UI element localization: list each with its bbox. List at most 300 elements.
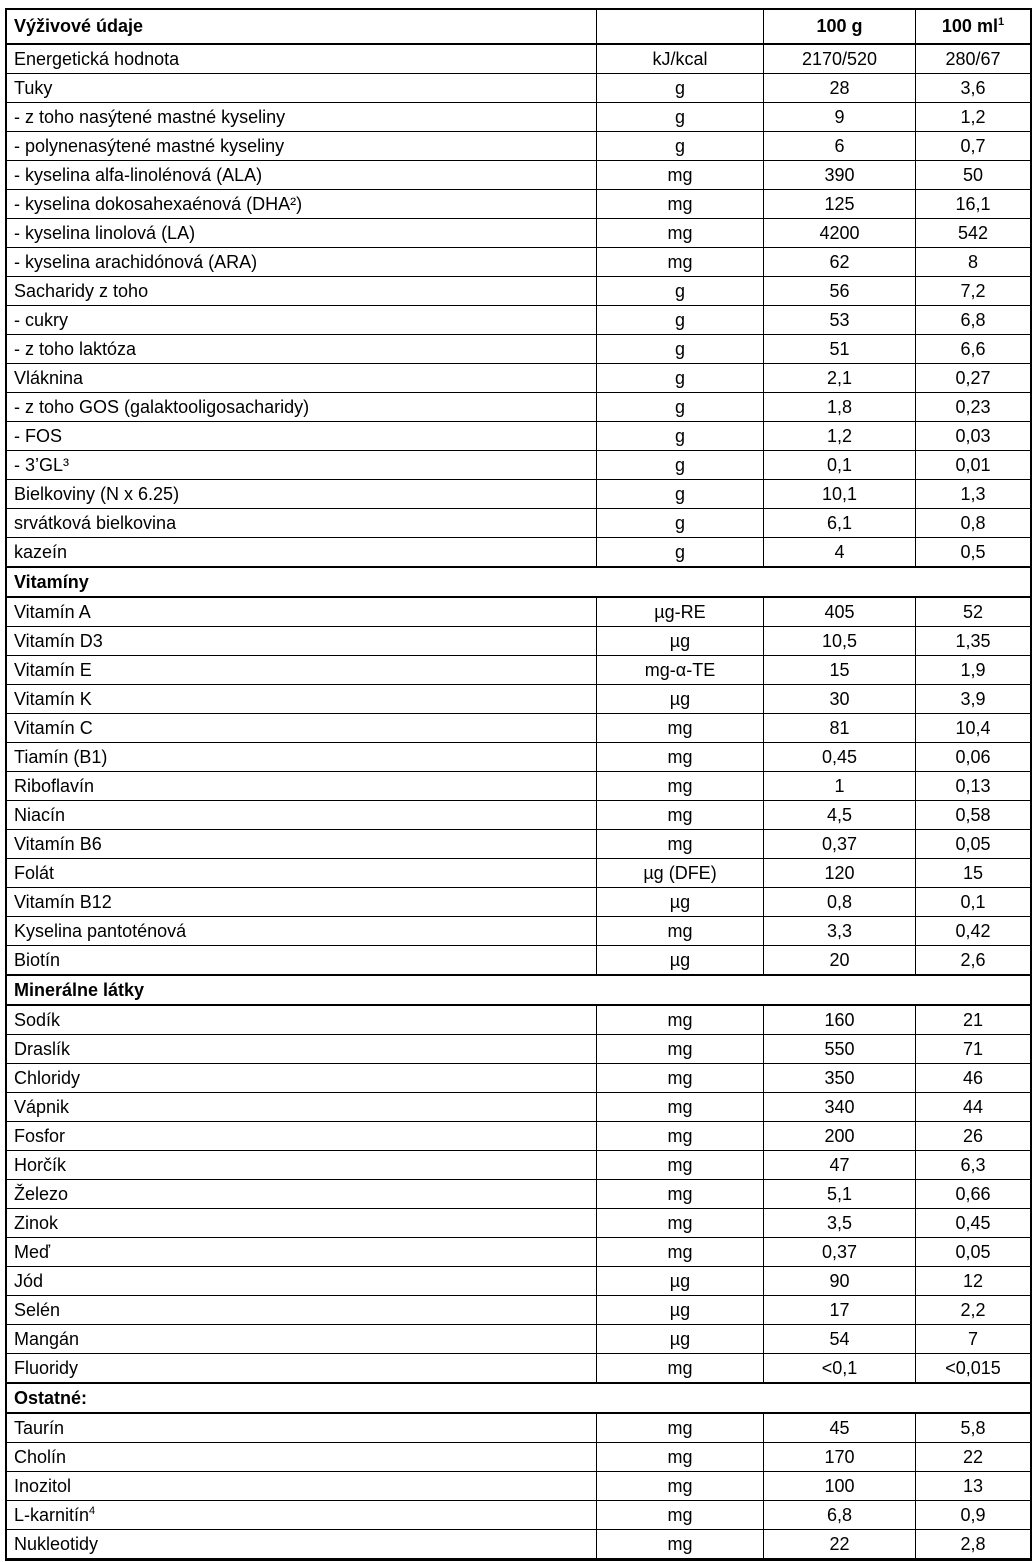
nutrient-unit: g (597, 335, 764, 364)
table-row (6, 888, 1031, 917)
value-per-100ml: 50 (916, 161, 1031, 190)
nutrient-name-text: Kyselina pantoténová (14, 921, 187, 941)
value-per-100g: 350 (764, 1064, 916, 1093)
table-row (6, 1209, 1031, 1238)
nutrient-name (6, 248, 597, 277)
nutrient-unit: mg (597, 1530, 764, 1559)
table-row (6, 451, 1031, 480)
nutrient-name (6, 306, 597, 335)
value-per-100ml: 0,5 (916, 538, 1031, 568)
value-per-100ml: <0,015 (916, 1354, 1031, 1384)
value-per-100ml: 0,13 (916, 772, 1031, 801)
table-row (6, 714, 1031, 743)
value-per-100ml: 2,2 (916, 1296, 1031, 1325)
value-per-100g: 10,5 (764, 627, 916, 656)
section-row (6, 975, 1031, 1005)
section-heading: Minerálne látky (6, 975, 1031, 1005)
value-per-100ml: 0,58 (916, 801, 1031, 830)
value-per-100g: 10,1 (764, 480, 916, 509)
value-per-100g: 28 (764, 74, 916, 103)
value-per-100g: 62 (764, 248, 916, 277)
nutrient-name (6, 422, 597, 451)
nutrient-name (6, 888, 597, 917)
value-per-100ml: 52 (916, 597, 1031, 627)
nutrient-unit: g (597, 74, 764, 103)
nutrient-unit: mg (597, 1354, 764, 1384)
nutrient-name (6, 597, 597, 627)
nutrient-name (6, 1035, 597, 1064)
nutrient-name (6, 1413, 597, 1443)
nutrient-name (6, 685, 597, 714)
value-per-100g: 45 (764, 1413, 916, 1443)
header-nutrient: Výživové údaje (6, 9, 597, 45)
table-row (6, 306, 1031, 335)
nutrient-name-text: Energetická hodnota (14, 49, 180, 69)
table-row (6, 772, 1031, 801)
value-per-100g: 53 (764, 306, 916, 335)
value-per-100ml: 16,1 (916, 190, 1031, 219)
value-per-100g: 0,45 (764, 743, 916, 772)
value-per-100g: 4200 (764, 219, 916, 248)
table-row (6, 1325, 1031, 1354)
value-per-100ml: 8 (916, 248, 1031, 277)
value-per-100ml: 0,27 (916, 364, 1031, 393)
nutrient-name-text: Vitamín D3 (14, 631, 103, 651)
value-per-100g: 390 (764, 161, 916, 190)
nutrient-name-text: Vláknina (14, 368, 84, 388)
value-per-100g: 4,5 (764, 801, 916, 830)
nutrient-unit: µg-RE (597, 597, 764, 627)
nutrient-unit: mg (597, 1151, 764, 1180)
nutrient-unit: mg (597, 1443, 764, 1472)
nutrient-unit: mg (597, 917, 764, 946)
nutrient-name (6, 1122, 597, 1151)
value-per-100ml: 7 (916, 1325, 1031, 1354)
nutrient-name-text: Inozitol (14, 1476, 72, 1496)
table-row (6, 74, 1031, 103)
nutrient-unit: mg (597, 161, 764, 190)
value-per-100g: 2170/520 (764, 44, 916, 74)
table-row (6, 480, 1031, 509)
nutrient-unit: g (597, 306, 764, 335)
nutrient-name (6, 1180, 597, 1209)
nutrient-name (6, 859, 597, 888)
value-per-100g: 170 (764, 1443, 916, 1472)
table-row (6, 1151, 1031, 1180)
nutrient-unit: g (597, 132, 764, 161)
nutrient-unit: mg (597, 1413, 764, 1443)
value-per-100g: 54 (764, 1325, 916, 1354)
nutrient-unit: g (597, 480, 764, 509)
nutrient-name (6, 538, 597, 568)
table-row (6, 830, 1031, 859)
table-row (6, 538, 1031, 568)
value-per-100ml: 12 (916, 1267, 1031, 1296)
nutrient-name (6, 917, 597, 946)
nutrient-unit: µg (597, 1267, 764, 1296)
table-row (6, 685, 1031, 714)
nutrient-name (6, 1296, 597, 1325)
value-per-100ml: 6,8 (916, 306, 1031, 335)
table-row (6, 1530, 1031, 1559)
nutrient-name-text: Biotín (14, 950, 61, 970)
nutrient-name-text: Chloridy (14, 1068, 81, 1088)
nutrient-unit: mg (597, 1064, 764, 1093)
value-per-100ml: 0,66 (916, 1180, 1031, 1209)
nutrient-name (6, 74, 597, 103)
nutrient-unit: g (597, 422, 764, 451)
value-per-100ml: 21 (916, 1005, 1031, 1035)
nutrient-name (6, 132, 597, 161)
header-per-100ml-footnote: 1 (997, 16, 1005, 28)
value-per-100g: 17 (764, 1296, 916, 1325)
nutrient-name (6, 219, 597, 248)
section-heading: Vitamíny (6, 567, 1031, 597)
value-per-100ml: 0,7 (916, 132, 1031, 161)
nutrient-unit: mg (597, 1472, 764, 1501)
value-per-100g: 30 (764, 685, 916, 714)
value-per-100g: 9 (764, 103, 916, 132)
table-row (6, 1122, 1031, 1151)
value-per-100ml: 0,1 (916, 888, 1031, 917)
nutrient-unit: g (597, 509, 764, 538)
nutrient-name (6, 772, 597, 801)
table-row (6, 597, 1031, 627)
nutrient-name-text: - polynenasýtené mastné kyseliny (14, 136, 285, 156)
value-per-100g: 100 (764, 1472, 916, 1501)
table-row (6, 1238, 1031, 1267)
table-row (6, 917, 1031, 946)
nutrient-unit: mg (597, 1180, 764, 1209)
table-row (6, 1443, 1031, 1472)
nutrient-name-text: - cukry (14, 310, 68, 330)
value-per-100ml: 1,3 (916, 480, 1031, 509)
nutrient-unit: kJ/kcal (597, 44, 764, 74)
value-per-100ml: 26 (916, 1122, 1031, 1151)
table-row (6, 1064, 1031, 1093)
nutrient-unit: mg (597, 1122, 764, 1151)
table-body (6, 44, 1031, 1559)
value-per-100ml: 542 (916, 219, 1031, 248)
nutrient-name (6, 161, 597, 190)
nutrient-name (6, 627, 597, 656)
nutrient-name-text: - kyselina dokosahexaénová (DHA²) (14, 194, 303, 214)
nutrient-name-text: Niacín (14, 805, 66, 825)
nutrient-unit: mg (597, 801, 764, 830)
nutrient-name (6, 44, 597, 74)
value-per-100ml: 1,35 (916, 627, 1031, 656)
value-per-100ml: 46 (916, 1064, 1031, 1093)
table-row (6, 743, 1031, 772)
nutrient-name-text: Mangán (14, 1329, 80, 1349)
nutrient-name-text: kazeín (14, 542, 68, 562)
nutrient-name-text: Taurín (14, 1418, 65, 1438)
value-per-100g: 47 (764, 1151, 916, 1180)
nutrient-name (6, 509, 597, 538)
table-row (6, 1035, 1031, 1064)
table-row (6, 132, 1031, 161)
nutrient-name-text: Sodík (14, 1010, 61, 1030)
nutrient-name-text: Tiamín (B1) (14, 747, 108, 767)
table-header-row (6, 9, 1031, 45)
value-per-100ml: 3,9 (916, 685, 1031, 714)
value-per-100g: 3,3 (764, 917, 916, 946)
value-per-100ml: 0,03 (916, 422, 1031, 451)
value-per-100ml: 2,6 (916, 946, 1031, 976)
value-per-100ml: 22 (916, 1443, 1031, 1472)
value-per-100ml: 44 (916, 1093, 1031, 1122)
value-per-100ml: 5,8 (916, 1413, 1031, 1443)
nutrient-name-text: Meď (14, 1242, 51, 1262)
nutrient-unit: g (597, 538, 764, 568)
nutrient-unit: µg (597, 627, 764, 656)
nutrient-name (6, 1238, 597, 1267)
value-per-100g: 2,1 (764, 364, 916, 393)
value-per-100ml: 6,3 (916, 1151, 1031, 1180)
value-per-100g: <0,1 (764, 1354, 916, 1384)
value-per-100g: 90 (764, 1267, 916, 1296)
value-per-100g: 6,1 (764, 509, 916, 538)
nutrient-unit: g (597, 364, 764, 393)
nutrient-name (6, 946, 597, 976)
table-row (6, 509, 1031, 538)
table-row (6, 1354, 1031, 1384)
value-per-100g: 125 (764, 190, 916, 219)
value-per-100ml: 3,6 (916, 74, 1031, 103)
table-row (6, 1180, 1031, 1209)
nutrient-name (6, 1325, 597, 1354)
value-per-100ml: 71 (916, 1035, 1031, 1064)
nutrient-name-text: srvátková bielkovina (14, 513, 177, 533)
nutrient-unit: g (597, 393, 764, 422)
value-per-100g: 0,1 (764, 451, 916, 480)
section-row (6, 1383, 1031, 1413)
nutrient-name-text: Nukleotidy (14, 1534, 99, 1554)
nutrient-unit: mg (597, 219, 764, 248)
value-per-100ml: 0,23 (916, 393, 1031, 422)
nutrient-name-text: - 3’GL³ (14, 455, 70, 475)
value-per-100ml: 0,9 (916, 1501, 1031, 1530)
nutrient-unit: mg (597, 1501, 764, 1530)
value-per-100g: 6,8 (764, 1501, 916, 1530)
value-per-100g: 22 (764, 1530, 916, 1559)
header-per-100ml-label: 100 ml (941, 16, 998, 36)
nutrient-name (6, 830, 597, 859)
value-per-100ml: 280/67 (916, 44, 1031, 74)
nutrient-name (6, 1151, 597, 1180)
value-per-100g: 4 (764, 538, 916, 568)
table-row (6, 422, 1031, 451)
nutrient-unit: mg (597, 1209, 764, 1238)
value-per-100g: 15 (764, 656, 916, 685)
nutrient-unit: mg (597, 248, 764, 277)
nutrient-name (6, 103, 597, 132)
value-per-100g: 1 (764, 772, 916, 801)
nutrient-name-text: Sacharidy z toho (14, 281, 149, 301)
table-row (6, 103, 1031, 132)
nutrient-name-text: Zinok (14, 1213, 59, 1233)
value-per-100g: 120 (764, 859, 916, 888)
table-row (6, 946, 1031, 976)
nutrition-table (5, 8, 1031, 1559)
nutrient-name-text: - FOS (14, 426, 62, 446)
nutrient-unit: mg (597, 743, 764, 772)
nutrient-unit: g (597, 277, 764, 306)
nutrient-name-text: Vitamín K (14, 689, 92, 709)
value-per-100ml: 1,2 (916, 103, 1031, 132)
value-per-100ml: 0,45 (916, 1209, 1031, 1238)
nutrient-unit: mg (597, 190, 764, 219)
value-per-100g: 20 (764, 946, 916, 976)
nutrient-unit: mg (597, 1005, 764, 1035)
nutrient-name (6, 1209, 597, 1238)
value-per-100g: 3,5 (764, 1209, 916, 1238)
table-row (6, 44, 1031, 74)
nutrient-name-text: L-karnitín (14, 1505, 90, 1525)
table-row (6, 801, 1031, 830)
table-row (6, 627, 1031, 656)
table-row (6, 1413, 1031, 1443)
table-row (6, 161, 1031, 190)
nutrient-name-text: Riboflavín (14, 776, 95, 796)
nutrient-name-text: Železo (14, 1184, 69, 1204)
nutrient-name-text: - z toho GOS (galaktooligosacharidy) (14, 397, 310, 417)
table-row (6, 1501, 1031, 1530)
nutrient-name-text: Selén (14, 1300, 61, 1320)
nutrient-name (6, 1354, 597, 1384)
section-heading: Ostatné: (6, 1383, 1031, 1413)
nutrient-name (6, 1267, 597, 1296)
nutrient-name (6, 743, 597, 772)
nutrient-name (6, 1530, 597, 1559)
table-row (6, 1093, 1031, 1122)
nutrient-name (6, 656, 597, 685)
value-per-100ml: 7,2 (916, 277, 1031, 306)
nutrient-name (6, 277, 597, 306)
nutrient-name (6, 1443, 597, 1472)
value-per-100g: 405 (764, 597, 916, 627)
table-row (6, 859, 1031, 888)
value-per-100g: 6 (764, 132, 916, 161)
nutrient-name (6, 335, 597, 364)
nutrient-name-text: Vápnik (14, 1097, 70, 1117)
header-unit (597, 9, 764, 45)
value-per-100ml: 6,6 (916, 335, 1031, 364)
nutrient-name (6, 393, 597, 422)
value-per-100ml: 0,05 (916, 830, 1031, 859)
nutrient-unit: g (597, 103, 764, 132)
section-row (6, 567, 1031, 597)
nutrient-name (6, 364, 597, 393)
nutrient-name-text: Vitamín B12 (14, 892, 112, 912)
nutrient-name (6, 190, 597, 219)
nutrient-name-text: Cholín (14, 1447, 67, 1467)
nutrient-name (6, 1064, 597, 1093)
table-row (6, 1296, 1031, 1325)
nutrient-unit: mg (597, 1035, 764, 1064)
table-row (6, 277, 1031, 306)
nutrient-unit: mg (597, 1093, 764, 1122)
value-per-100g: 550 (764, 1035, 916, 1064)
header-per-100ml (916, 9, 1031, 45)
value-per-100ml: 10,4 (916, 714, 1031, 743)
nutrient-name-text: - z toho nasýtené mastné kyseliny (14, 107, 286, 127)
nutrient-name-text: Vitamín A (14, 602, 91, 622)
nutrient-name (6, 1005, 597, 1035)
nutrient-name-text: Tuky (14, 78, 53, 98)
nutrient-unit: µg (597, 685, 764, 714)
nutrient-name-text: - kyselina alfa-linolénová (ALA) (14, 165, 263, 185)
table-row (6, 219, 1031, 248)
nutrient-unit: µg (DFE) (597, 859, 764, 888)
nutrient-name (6, 1472, 597, 1501)
value-per-100g: 160 (764, 1005, 916, 1035)
nutrient-name-text: - z toho laktóza (14, 339, 137, 359)
nutrient-name (6, 801, 597, 830)
header-per-100g: 100 g (764, 9, 916, 45)
value-per-100ml: 0,01 (916, 451, 1031, 480)
value-per-100g: 1,8 (764, 393, 916, 422)
value-per-100g: 5,1 (764, 1180, 916, 1209)
nutrient-name-text: - kyselina linolová (LA) (14, 223, 196, 243)
nutrient-name-text: Draslík (14, 1039, 71, 1059)
value-per-100ml: 2,8 (916, 1530, 1031, 1559)
nutrient-name-text: Jód (14, 1271, 44, 1291)
value-per-100ml: 15 (916, 859, 1031, 888)
table-row (6, 190, 1031, 219)
value-per-100g: 56 (764, 277, 916, 306)
value-per-100g: 0,37 (764, 1238, 916, 1267)
nutrient-unit: mg (597, 714, 764, 743)
nutrient-name (6, 480, 597, 509)
nutrient-name-text: - kyselina arachidónová (ARA) (14, 252, 258, 272)
table-row (6, 248, 1031, 277)
nutrient-name-text: Vitamín B6 (14, 834, 102, 854)
value-per-100ml: 0,05 (916, 1238, 1031, 1267)
value-per-100g: 81 (764, 714, 916, 743)
value-per-100ml: 1,9 (916, 656, 1031, 685)
value-per-100ml: 0,8 (916, 509, 1031, 538)
nutrient-name (6, 714, 597, 743)
nutrient-name-text: Fosfor (14, 1126, 66, 1146)
value-per-100g: 0,8 (764, 888, 916, 917)
table-row (6, 1472, 1031, 1501)
nutrient-name (6, 1093, 597, 1122)
nutrient-name-text: Horčík (14, 1155, 67, 1175)
nutrient-footnote: 4 (89, 1505, 96, 1517)
nutrient-unit: µg (597, 1296, 764, 1325)
nutrient-unit: µg (597, 1325, 764, 1354)
nutrient-name-text: Folát (14, 863, 55, 883)
table-row (6, 335, 1031, 364)
table-row (6, 1005, 1031, 1035)
nutrient-unit: µg (597, 946, 764, 976)
nutrient-unit: g (597, 451, 764, 480)
value-per-100g: 0,37 (764, 830, 916, 859)
value-per-100g: 340 (764, 1093, 916, 1122)
nutrient-unit: mg (597, 1238, 764, 1267)
nutrient-name (6, 451, 597, 480)
nutrient-name-text: Vitamín E (14, 660, 92, 680)
table-row (6, 364, 1031, 393)
nutrient-name-text: Vitamín C (14, 718, 93, 738)
nutrient-unit: mg-α-TE (597, 656, 764, 685)
table-row (6, 656, 1031, 685)
value-per-100ml: 13 (916, 1472, 1031, 1501)
value-per-100ml: 0,06 (916, 743, 1031, 772)
nutrient-unit: mg (597, 772, 764, 801)
value-per-100g: 200 (764, 1122, 916, 1151)
